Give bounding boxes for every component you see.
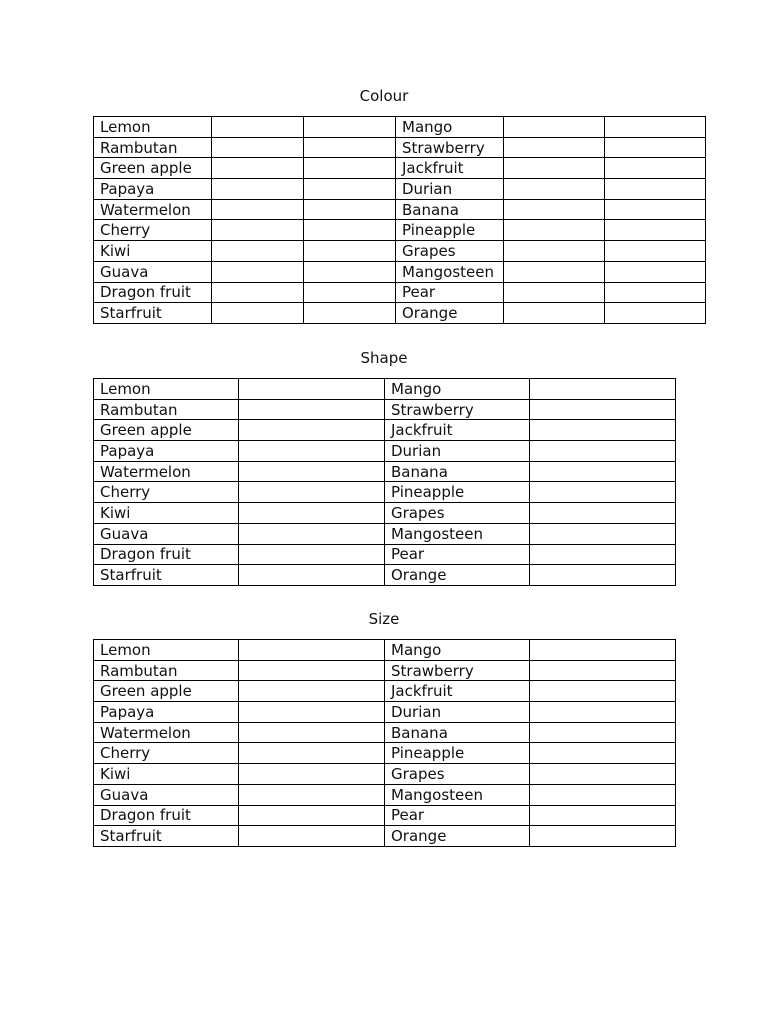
table-row [94, 764, 676, 785]
answer-cell[interactable] [504, 137, 605, 158]
fruit-name-cell: Grapes [385, 503, 530, 524]
table-row [94, 640, 676, 661]
fruit-name-cell: Rambutan [94, 660, 239, 681]
answer-cell[interactable] [605, 179, 706, 200]
section-title-colour: Colour [359, 87, 409, 105]
fruit-name-cell: Pineapple [385, 743, 530, 764]
fruit-name-cell: Mango [396, 117, 504, 138]
fruit-name-cell: Dragon fruit [94, 805, 239, 826]
table-row [94, 117, 706, 138]
answer-cell[interactable] [504, 261, 605, 282]
answer-cell[interactable] [304, 179, 396, 200]
answer-cell[interactable] [304, 199, 396, 220]
fruit-name-cell: Banana [396, 199, 504, 220]
answer-cell[interactable] [212, 303, 304, 324]
answer-cell[interactable] [239, 702, 385, 723]
answer-cell[interactable] [504, 241, 605, 262]
fruit-name-cell: Cherry [94, 482, 239, 503]
table-row [94, 241, 706, 262]
answer-cell[interactable] [304, 158, 396, 179]
fruit-name-cell: Grapes [396, 241, 504, 262]
table-row [94, 805, 676, 826]
answer-cell[interactable] [530, 503, 676, 524]
answer-cell[interactable] [605, 199, 706, 220]
answer-cell[interactable] [605, 158, 706, 179]
fruit-name-cell: Green apple [94, 158, 212, 179]
fruit-name-cell: Mango [385, 379, 530, 400]
answer-cell[interactable] [504, 179, 605, 200]
fruit-name-cell: Guava [94, 261, 212, 282]
table-row [94, 441, 676, 462]
answer-cell[interactable] [530, 784, 676, 805]
fruit-name-cell: Strawberry [385, 660, 530, 681]
answer-cell[interactable] [605, 241, 706, 262]
answer-cell[interactable] [530, 826, 676, 847]
answer-cell[interactable] [239, 399, 385, 420]
table-row [94, 282, 706, 303]
fruit-name-cell: Kiwi [94, 764, 239, 785]
answer-cell[interactable] [304, 261, 396, 282]
answer-cell[interactable] [504, 220, 605, 241]
fruit-name-cell: Watermelon [94, 199, 212, 220]
fruit-name-cell: Durian [385, 441, 530, 462]
answer-cell[interactable] [530, 565, 676, 586]
table-row [94, 379, 676, 400]
answer-cell[interactable] [530, 544, 676, 565]
fruit-name-cell: Mangosteen [385, 523, 530, 544]
fruit-name-cell: Green apple [94, 681, 239, 702]
fruit-name-cell: Strawberry [385, 399, 530, 420]
answer-cell[interactable] [239, 640, 385, 661]
table-row [94, 220, 706, 241]
answer-cell[interactable] [212, 117, 304, 138]
colour-table [93, 116, 706, 324]
answer-cell[interactable] [530, 640, 676, 661]
answer-cell[interactable] [530, 399, 676, 420]
answer-cell[interactable] [530, 743, 676, 764]
size-table [93, 639, 676, 847]
answer-cell[interactable] [504, 303, 605, 324]
table-row [94, 503, 676, 524]
fruit-name-cell: Starfruit [94, 303, 212, 324]
answer-cell[interactable] [304, 117, 396, 138]
fruit-name-cell: Jackfruit [385, 681, 530, 702]
fruit-name-cell: Green apple [94, 420, 239, 441]
fruit-name-cell: Kiwi [94, 503, 239, 524]
answer-cell[interactable] [239, 441, 385, 462]
answer-cell[interactable] [304, 303, 396, 324]
answer-cell[interactable] [239, 660, 385, 681]
answer-cell[interactable] [304, 137, 396, 158]
answer-cell[interactable] [239, 826, 385, 847]
answer-cell[interactable] [530, 681, 676, 702]
answer-cell[interactable] [304, 282, 396, 303]
answer-cell[interactable] [530, 523, 676, 544]
answer-cell[interactable] [239, 544, 385, 565]
answer-cell[interactable] [239, 565, 385, 586]
answer-cell[interactable] [504, 158, 605, 179]
fruit-name-cell: Cherry [94, 743, 239, 764]
answer-cell[interactable] [504, 117, 605, 138]
fruit-name-cell: Rambutan [94, 399, 239, 420]
table-row [94, 523, 676, 544]
answer-cell[interactable] [530, 805, 676, 826]
fruit-name-cell: Guava [94, 523, 239, 544]
answer-cell[interactable] [530, 702, 676, 723]
fruit-name-cell: Orange [396, 303, 504, 324]
answer-cell[interactable] [212, 137, 304, 158]
answer-cell[interactable] [239, 784, 385, 805]
fruit-name-cell: Papaya [94, 179, 212, 200]
table-row [94, 461, 676, 482]
table-row [94, 743, 676, 764]
table-row [94, 303, 706, 324]
fruit-name-cell: Pineapple [385, 482, 530, 503]
answer-cell[interactable] [212, 179, 304, 200]
fruit-name-cell: Lemon [94, 640, 239, 661]
fruit-name-cell: Durian [396, 179, 504, 200]
table-row [94, 420, 676, 441]
fruit-name-cell: Rambutan [94, 137, 212, 158]
answer-cell[interactable] [239, 681, 385, 702]
table-row [94, 261, 706, 282]
answer-cell[interactable] [530, 660, 676, 681]
answer-cell[interactable] [504, 282, 605, 303]
fruit-name-cell: Banana [385, 461, 530, 482]
fruit-name-cell: Dragon fruit [94, 282, 212, 303]
fruit-name-cell: Watermelon [94, 722, 239, 743]
answer-cell[interactable] [239, 420, 385, 441]
table-row [94, 482, 676, 503]
answer-cell[interactable] [530, 420, 676, 441]
answer-cell[interactable] [212, 241, 304, 262]
fruit-name-cell: Kiwi [94, 241, 212, 262]
answer-cell[interactable] [239, 482, 385, 503]
fruit-name-cell: Lemon [94, 117, 212, 138]
answer-cell[interactable] [212, 282, 304, 303]
table-row [94, 199, 706, 220]
answer-cell[interactable] [605, 261, 706, 282]
fruit-name-cell: Papaya [94, 441, 239, 462]
answer-cell[interactable] [212, 220, 304, 241]
fruit-name-cell: Pear [396, 282, 504, 303]
answer-cell[interactable] [239, 805, 385, 826]
table-row [94, 158, 706, 179]
section-title-size: Size [368, 610, 400, 628]
fruit-name-cell: Starfruit [94, 565, 239, 586]
answer-cell[interactable] [605, 117, 706, 138]
table-row [94, 399, 676, 420]
fruit-name-cell: Orange [385, 565, 530, 586]
fruit-name-cell: Watermelon [94, 461, 239, 482]
fruit-name-cell: Guava [94, 784, 239, 805]
answer-cell[interactable] [239, 461, 385, 482]
table-row [94, 826, 676, 847]
fruit-name-cell: Pineapple [396, 220, 504, 241]
fruit-name-cell: Dragon fruit [94, 544, 239, 565]
table-row [94, 722, 676, 743]
answer-cell[interactable] [530, 482, 676, 503]
fruit-name-cell: Pear [385, 544, 530, 565]
answer-cell[interactable] [212, 261, 304, 282]
answer-cell[interactable] [239, 523, 385, 544]
shape-table [93, 378, 676, 586]
fruit-name-cell: Grapes [385, 764, 530, 785]
answer-cell[interactable] [239, 722, 385, 743]
table-row [94, 660, 676, 681]
answer-cell[interactable] [212, 199, 304, 220]
fruit-name-cell: Mango [385, 640, 530, 661]
answer-cell[interactable] [239, 764, 385, 785]
fruit-name-cell: Orange [385, 826, 530, 847]
answer-cell[interactable] [530, 722, 676, 743]
fruit-name-cell: Pear [385, 805, 530, 826]
answer-cell[interactable] [605, 303, 706, 324]
answer-cell[interactable] [212, 158, 304, 179]
fruit-name-cell: Jackfruit [396, 158, 504, 179]
table-row [94, 137, 706, 158]
table-row [94, 702, 676, 723]
fruit-name-cell: Banana [385, 722, 530, 743]
fruit-name-cell: Starfruit [94, 826, 239, 847]
answer-cell[interactable] [304, 241, 396, 262]
table-row [94, 179, 706, 200]
answer-cell[interactable] [530, 379, 676, 400]
table-row [94, 544, 676, 565]
answer-cell[interactable] [530, 764, 676, 785]
fruit-name-cell: Mangosteen [385, 784, 530, 805]
answer-cell[interactable] [605, 282, 706, 303]
section-title-shape: Shape [360, 349, 408, 367]
fruit-name-cell: Jackfruit [385, 420, 530, 441]
table-row [94, 784, 676, 805]
fruit-name-cell: Mangosteen [396, 261, 504, 282]
answer-cell[interactable] [605, 137, 706, 158]
answer-cell[interactable] [530, 461, 676, 482]
fruit-name-cell: Cherry [94, 220, 212, 241]
answer-cell[interactable] [239, 379, 385, 400]
table-row [94, 565, 676, 586]
fruit-name-cell: Lemon [94, 379, 239, 400]
answer-cell[interactable] [239, 503, 385, 524]
table-row [94, 681, 676, 702]
fruit-name-cell: Papaya [94, 702, 239, 723]
answer-cell[interactable] [239, 743, 385, 764]
fruit-name-cell: Strawberry [396, 137, 504, 158]
answer-cell[interactable] [530, 441, 676, 462]
answer-cell[interactable] [304, 220, 396, 241]
answer-cell[interactable] [504, 199, 605, 220]
answer-cell[interactable] [605, 220, 706, 241]
fruit-name-cell: Durian [385, 702, 530, 723]
